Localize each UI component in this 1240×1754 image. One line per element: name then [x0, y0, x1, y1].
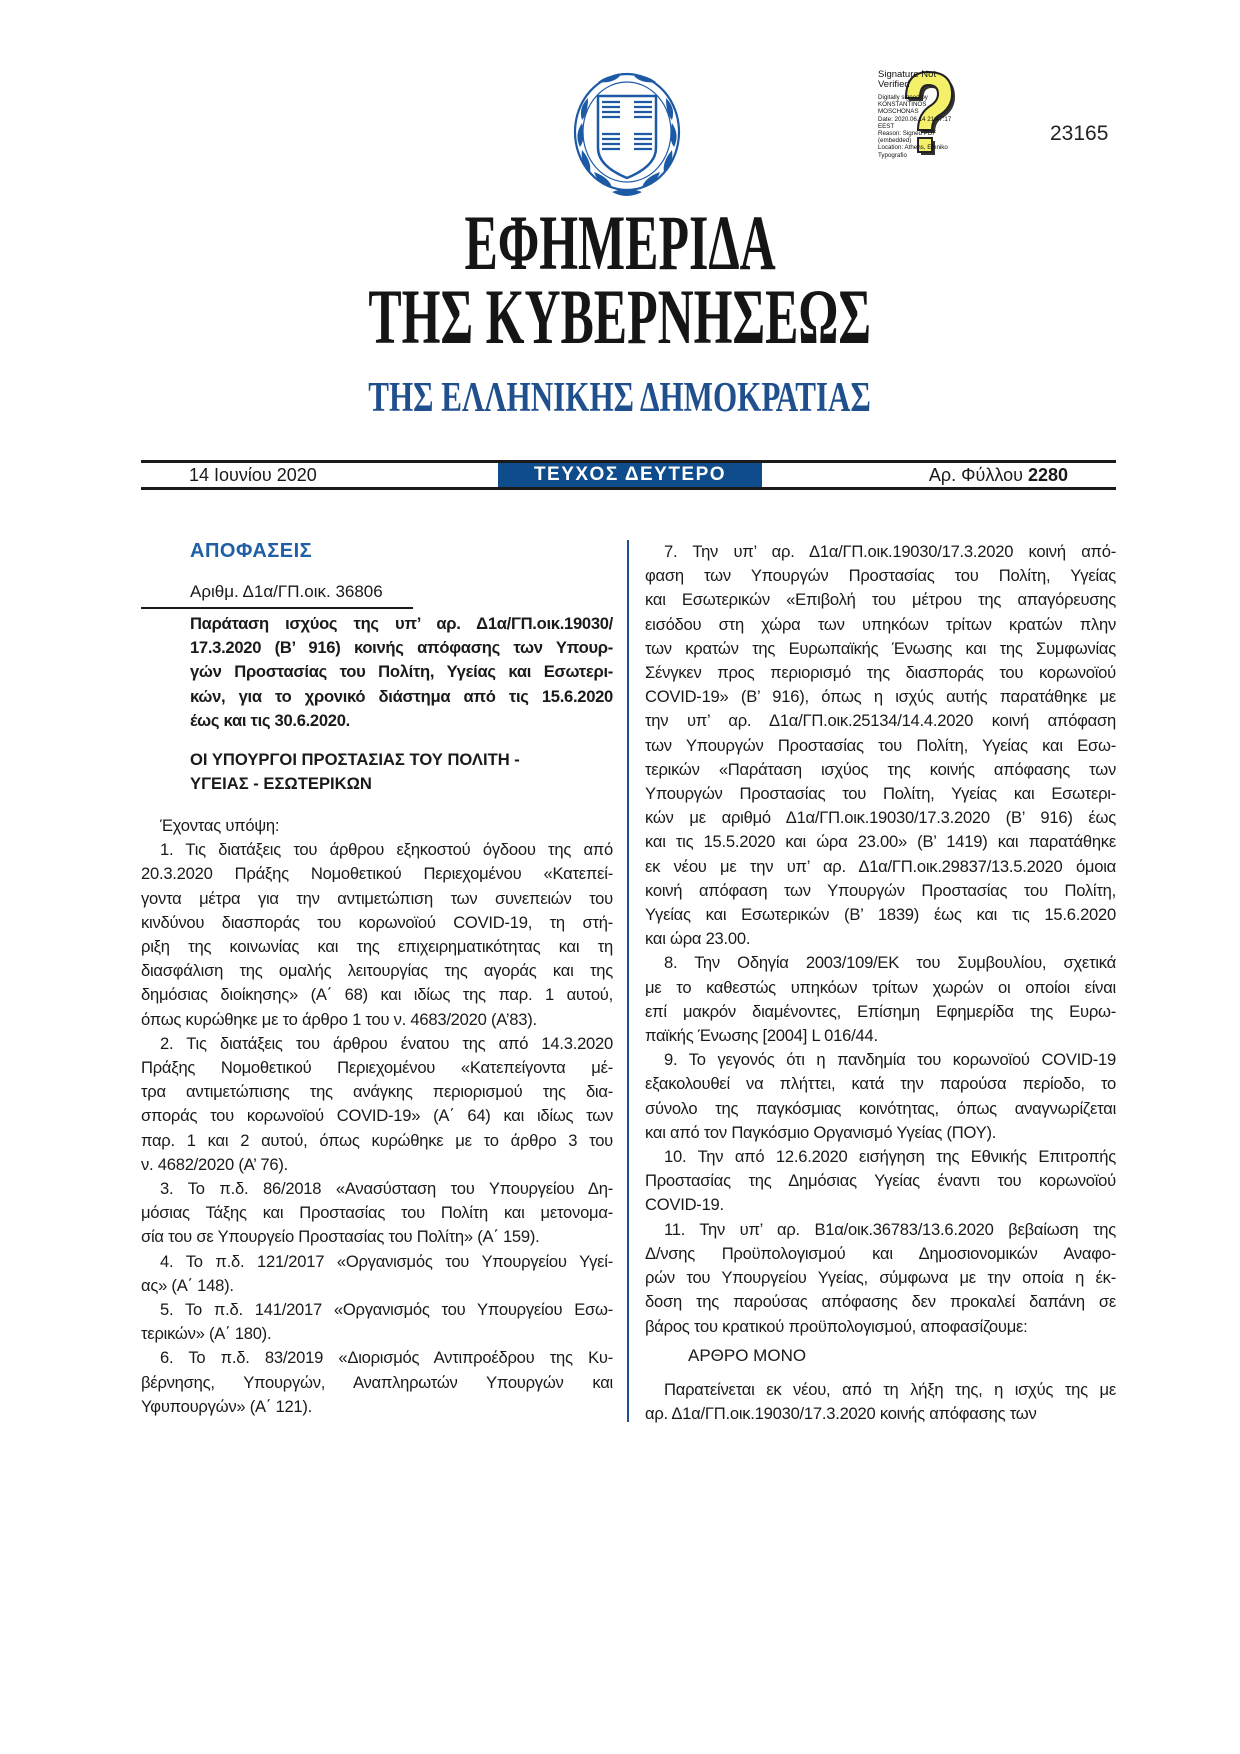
heading-line: 17.3.2020 (Β’ 916) κοινής απόφασης των Υπουρ-	[190, 638, 613, 658]
text-line: βάρος του κρατικού προϋπολογισμού, αποφασίζουμε:	[645, 1316, 1028, 1336]
text-line: και από τον Παγκόσμιο Οργανισμό Υγείας (ΠΟΥ).	[645, 1122, 997, 1142]
text-line: αρ. Δ1α/ΓΠ.οικ.19030/17.3.2020 κοινής απόφασης των	[645, 1404, 1037, 1424]
text-line: βέρνησης, Υπουργών, Αναπληρωτών Υπουργών και	[141, 1372, 613, 1392]
heading-line: γών Προστασίας του Πολίτη, Υγείας και Εσωτερι-	[190, 662, 613, 682]
text-line: παρ. 1 και 2 αυτού, όπως κυρώθηκε με το άρθρο 3 του	[141, 1130, 613, 1150]
text-line: ν. 4682/2020 (Α’ 76).	[141, 1154, 288, 1174]
text-line: εκ νέου με την υπ’ αρ. Δ1α/ΓΠ.οικ.29837/13.5.2020 όμοια	[645, 856, 1116, 876]
text-line: τερικών «Παράταση ισχύος της κοινής απόφασης των	[645, 759, 1116, 779]
text-line: 4. Το π.δ. 121/2017 «Οργανισμός του Υπουργείου Υγεί-	[160, 1251, 613, 1271]
text-line: 6. Το π.δ. 83/2019 «Διορισμός Αντιπροέδρου της Κυ-	[160, 1348, 613, 1368]
right-column-body	[645, 540, 1116, 1339]
issue-band	[141, 460, 1116, 490]
text-line: κών με αριθμό Δ1α/ΓΠ.οικ.19030/17.3.2020 (Β’ 916) έως	[645, 808, 1116, 828]
text-line: όπως κυρώθηκε με το άρθρο 1 του ν. 4683/2020 (Α’83).	[141, 1009, 537, 1029]
text-line: Παρατείνεται εκ νέου, από τη λήξη της, η ισχύς της με	[664, 1380, 1116, 1399]
text-line: την υπ’ αρ. Δ1α/ΓΠ.οικ.25134/14.4.2020 κοινή απόφαση	[645, 711, 1116, 731]
text-line: τερικών» (Α΄ 180).	[141, 1324, 272, 1344]
gazette-title-line1: ΕΦΗΜΕΡΙΔΑ	[464, 199, 776, 286]
text-line: κινδύνου διασποράς του κορωνοϊού COVID-19, τη στή-	[141, 912, 613, 932]
text-line: γοντα μέτρα για την αντιμετώπιση των συνεπειών του	[141, 888, 613, 908]
text-line: 20.3.2020 Πράξης Νομοθετικού Περιεχομένου «Κατεπεί-	[141, 864, 613, 884]
gazette-subtitle: ΤΗΣ ΕΛΛΗΝΙΚΗΣ ΔΗΜΟΚΡΑΤΙΑΣ	[368, 375, 872, 421]
text-line: των Υπουργών Προστασίας του Πολίτη, Υγείας και Εσω-	[645, 735, 1116, 755]
text-line: παϊκής Ένωσης [2004] L 016/44.	[645, 1026, 878, 1046]
text-line: 3. Το π.δ. 86/2018 «Ανασύσταση του Υπουργείου Δη-	[160, 1179, 613, 1199]
text-line: Σένγκεν προς περιορισμό της διασποράς του κορωνοϊού	[645, 663, 1116, 683]
text-line: διασφάλιση της ομαλής λειτουργίας της αγοράς και της	[141, 961, 613, 981]
text-line: φαση των Υπουργών Προστασίας του Πολίτη, Υγείας	[645, 566, 1116, 586]
heading-line: Παράταση ισχύος της υπ’ αρ. Δ1α/ΓΠ.οικ.19030/	[190, 614, 613, 633]
text-line: σία του σε Υπουργείο Προστασίας του Πολίτη» (Α΄ 159).	[141, 1227, 540, 1247]
text-line: Προστασίας της Δημόσιας Υγείας έναντι του κορωνοϊού	[645, 1171, 1116, 1191]
article-body	[645, 1378, 1116, 1426]
text-line: 10. Την από 12.6.2020 εισήγηση της Εθνικής Επιτροπής	[664, 1147, 1116, 1167]
text-line: ρών του Υπουργείου Υγείας, σύμφωνα με την οποία η έκ-	[645, 1268, 1116, 1288]
issue-series: ΤΕΥΧΟΣ ΔΕΥΤΕΡΟ	[498, 463, 762, 487]
text-line: και ώρα 23.00.	[645, 929, 751, 949]
text-line: επί μακρόν διαμένοντες, Επίσημη Εφημερίδα της Ευρω-	[645, 1001, 1116, 1021]
text-line: τρα αντιμετώπισης της ανάγκης περιορισμού της δια-	[141, 1082, 613, 1102]
text-line: 1. Τις διατάξεις του άρθρου εξηκοστού όγδοου της από	[160, 840, 613, 860]
text-line: με το καθεστώς υπηκόων τρίτων χωρών οι οποίοι είναι	[645, 977, 1116, 997]
text-line: σύνολο της παγκόσμιας κοινότητας, όπως αναγνωρίζεται	[645, 1098, 1116, 1118]
text-line: εξακολουθεί να πλήττει, κατά την παρούσα περίοδο, το	[645, 1074, 1116, 1094]
text-line: σποράς του κορωνοϊού COVID-19» (Α΄ 64) και ιδίως των	[141, 1106, 613, 1126]
text-line: Έχοντας υπόψη:	[160, 816, 280, 835]
heading-line: κών, για το χρονικό διάστημα από τις 15.6.2020	[190, 686, 613, 706]
gazette-title-line2: ΤΗΣ ΚΥΒΕΡΝΗΣΕΩΣ	[368, 273, 872, 360]
heading-line: έως και τις 30.6.2020.	[190, 710, 350, 730]
text-line: εισόδου στη χώρα των υπηκόων τρίτων κρατών πλην	[645, 614, 1116, 634]
article-title: ΑΡΘΡΟ ΜΟΝΟ	[688, 1346, 807, 1365]
text-line: Υπουργών Προστασίας του Πολίτη, Υγείας και Εσωτερι-	[645, 784, 1116, 804]
text-line: Υγείας και Εσωτερικών (Β’ 1839) έως και τις 15.6.2020	[645, 905, 1116, 925]
issue-date: 14 Ιουνίου 2020	[189, 465, 317, 485]
decision-heading	[190, 612, 613, 733]
text-line: ας» (Α΄ 148).	[141, 1275, 234, 1295]
text-line: μόσιας Τάξης και Προστασίας του Πολίτη και μετονομα-	[141, 1203, 613, 1223]
digital-signature-stamp[interactable]	[878, 70, 978, 170]
page-number: 23165	[1050, 122, 1109, 145]
text-line: κοινή απόφαση των Υπουργών Προστασίας του Πολίτη,	[645, 880, 1116, 900]
text-line: ριξη της κοινωνίας και της επιχειρηματικότητας και τη	[141, 937, 613, 957]
text-line: 11. Την υπ’ αρ. Β1α/οικ.36783/13.6.2020 βεβαίωση της	[664, 1219, 1116, 1239]
text-line: και Εσωτερικών «Επιβολή του μέτρου της απαγόρευσης	[645, 590, 1116, 610]
greek-coat-of-arms-icon	[568, 68, 686, 202]
decision-number: Αριθμ. Δ1α/ΓΠ.οικ. 36806	[190, 582, 383, 601]
text-line: 5. Το π.δ. 141/2017 «Οργανισμός του Υπουργείου Εσω-	[160, 1300, 613, 1320]
ministers-heading: ΟΙ ΥΠΟΥΡΓΟΙ ΠΡΟΣΤΑΣΙΑΣ ΤΟΥ ΠΟΛΙΤΗ - ΥΓΕΙΑΣ - ΕΣΩΤΕΡΙΚΩΝ	[190, 750, 520, 794]
text-line: των κρατών της Ευρωπαϊκής Ένωσης και της Συμφωνίας	[645, 638, 1116, 658]
text-line: 7. Την υπ’ αρ. Δ1α/ΓΠ.οικ.19030/17.3.2020 κοινή από-	[664, 542, 1116, 561]
signature-status: Signature Not Verified	[878, 69, 937, 90]
text-line: δοση της παρούσας απόφασης δεν προκαλεί δαπάνη σε	[645, 1292, 1116, 1312]
text-line: 9. Το γεγονός ότι η πανδημία του κορωνοϊού COVID-19	[664, 1050, 1116, 1070]
text-line: Δ/νσης Προϋπολογισμού και Δημοσιονομικών Αναφο-	[645, 1243, 1116, 1263]
left-column-body	[141, 814, 613, 1419]
text-line: Πράξης Νομοθετικού Περιεχομένου «Κατεπείγοντα μέ-	[141, 1058, 613, 1078]
divider	[141, 607, 413, 609]
column-divider	[627, 540, 629, 1422]
text-line: COVID-19.	[645, 1195, 724, 1215]
text-line: και τις 15.5.2020 και ώρα 23.00» (Β’ 1419) και παρατάθηκε	[645, 832, 1116, 852]
section-title: ΑΠΟΦΑΣΕΙΣ	[190, 540, 313, 562]
text-line: δημόσιας διοίκησης» (Α΄ 68) και ιδίως της παρ. 1 αυτού,	[141, 985, 613, 1005]
text-line: COVID-19» (Β’ 916), όπως η ισχύς αυτής παρατάθηκε με	[645, 687, 1116, 707]
text-line: 2. Τις διατάξεις του άρθρου ένατου της από 14.3.2020	[160, 1033, 613, 1053]
text-line: Υφυπουργών» (Α΄ 121).	[141, 1396, 313, 1416]
signature-details: Digitally signed by KONSTANTINOS MOSCHONAS Date: 2020.06.14 21:47:17 EEST Reason: Signed PDF (embedded) Location: Athens, Ethniko Typografio	[878, 94, 952, 159]
sheet-number: Αρ. Φύλλου 2280	[928, 465, 1068, 485]
text-line: 8. Την Οδηγία 2003/109/ΕΚ του Συμβουλίου, σχετικά	[664, 953, 1116, 973]
